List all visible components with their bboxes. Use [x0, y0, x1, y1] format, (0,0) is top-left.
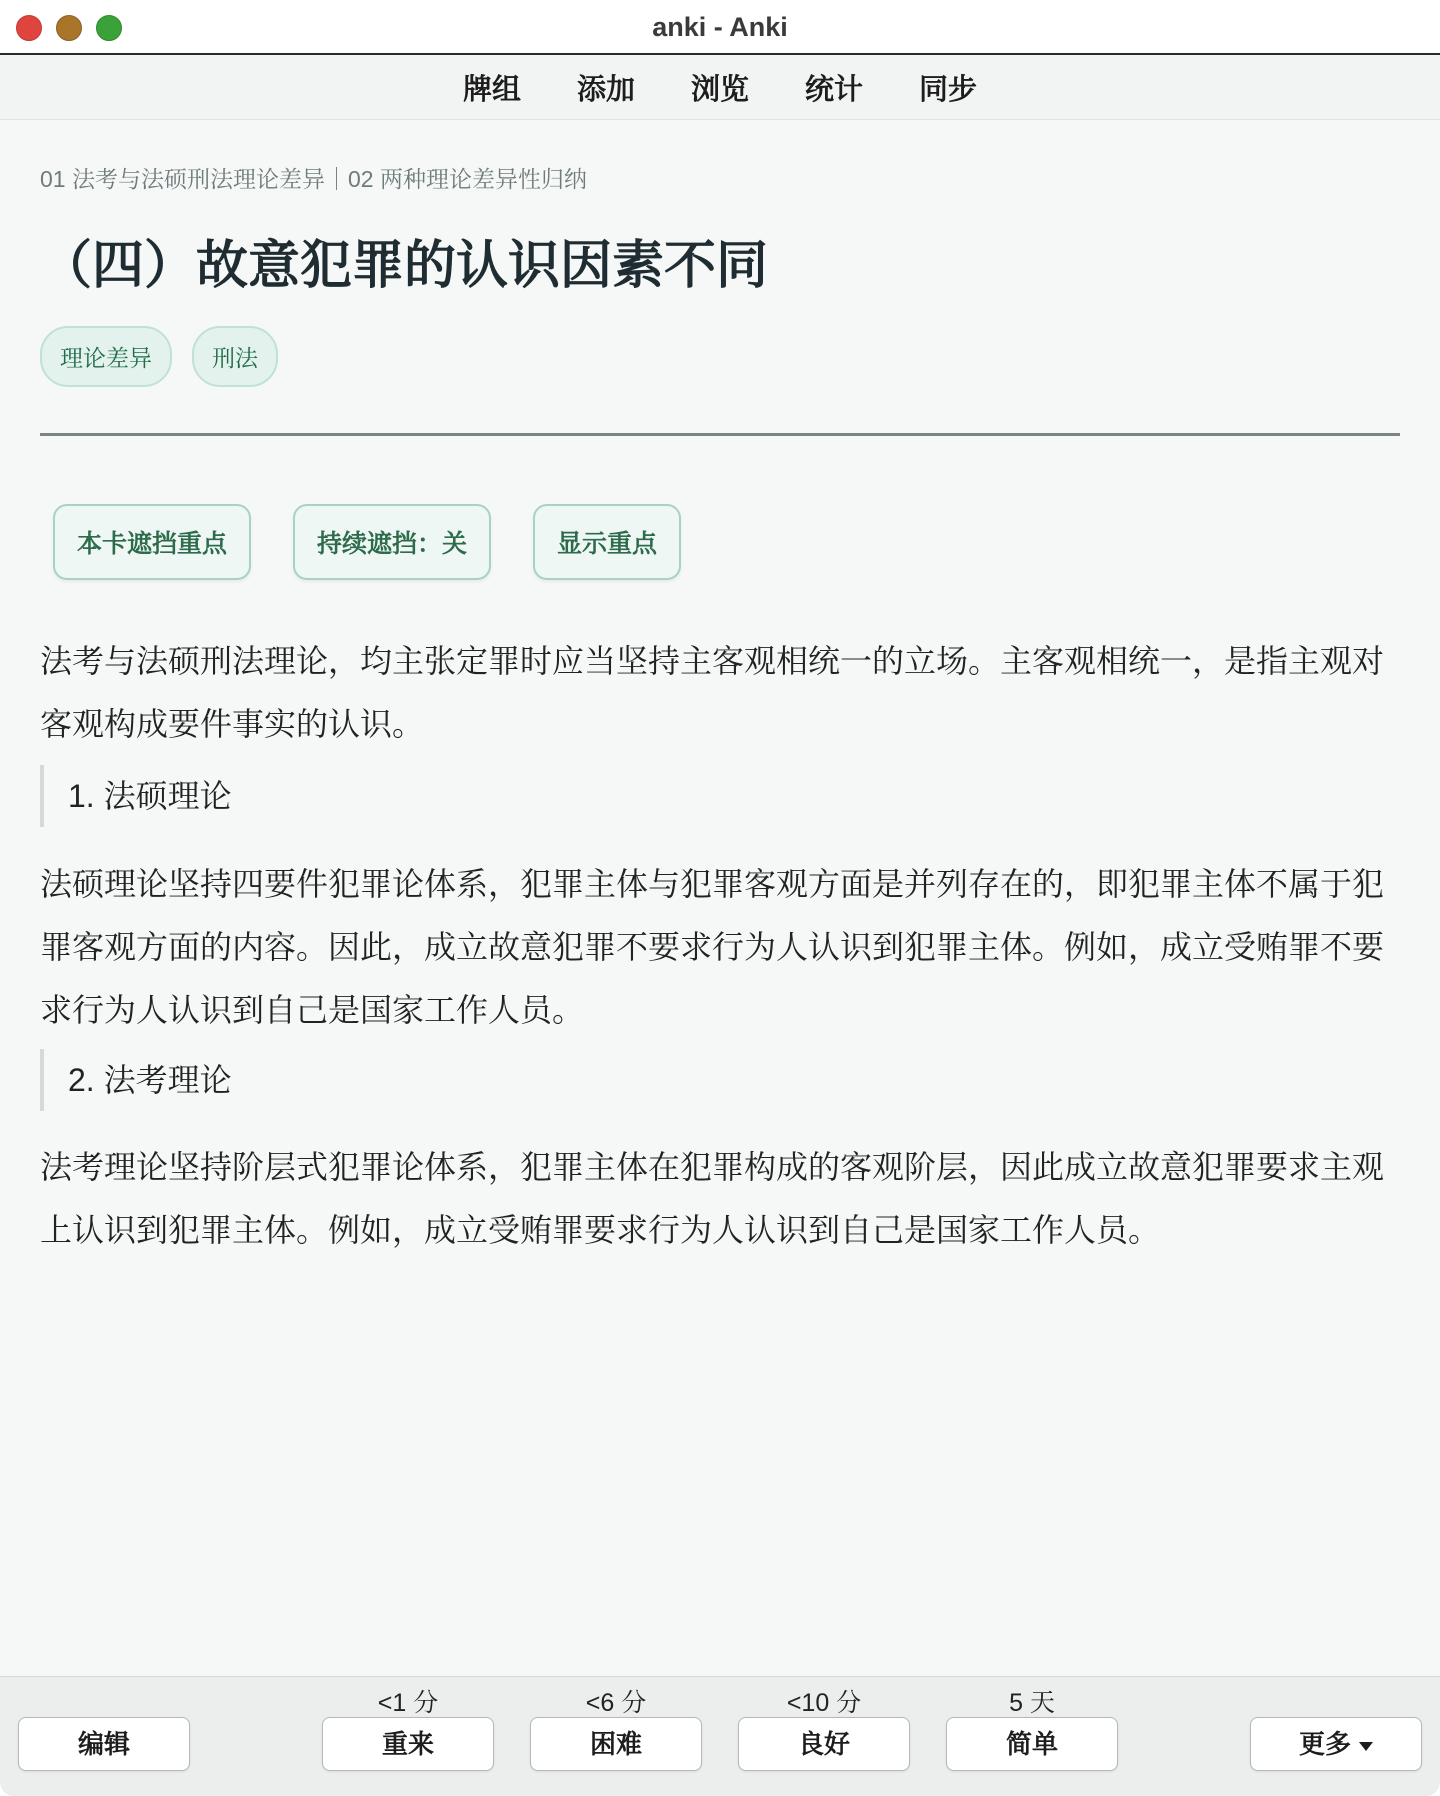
- persistent-hide-toggle[interactable]: 持续遮挡：关: [293, 504, 491, 580]
- again-button[interactable]: 重来: [322, 1717, 494, 1771]
- cloze-actions: [53, 504, 681, 580]
- hard-interval: <6 分: [585, 1689, 647, 1717]
- edit-button[interactable]: 编辑: [18, 1717, 190, 1771]
- easy-interval: 5 天: [1009, 1689, 1055, 1717]
- tag-criminal-law[interactable]: 刑法: [192, 326, 278, 387]
- toolbar-decks[interactable]: 牌组: [462, 73, 521, 106]
- toolbar-browse[interactable]: 浏览: [690, 73, 749, 106]
- divider: [40, 433, 1400, 436]
- tag-list: [40, 326, 278, 387]
- tag-theory-difference[interactable]: 理论差异: [40, 326, 172, 387]
- main-toolbar: [0, 55, 1440, 120]
- again-interval: <1 分: [377, 1689, 439, 1717]
- section-paragraph: 法考理论坚持阶层式犯罪论体系，犯罪主体在犯罪构成的客观阶层，因此成立故意犯罪要求主观上认识到犯罪主体。例如，成立受贿罪要求行为人认识到自己是国家工作人员。: [40, 1149, 1385, 1248]
- hide-key-points-button[interactable]: 本卡遮挡重点: [53, 504, 251, 580]
- good-interval: <10 分: [786, 1689, 862, 1717]
- card-title: （四）故意犯罪的认识因素不同: [40, 237, 769, 295]
- more-label: 更多: [1298, 1729, 1351, 1759]
- answer-bar: [0, 1676, 1440, 1796]
- good-button[interactable]: 良好: [738, 1717, 910, 1771]
- easy-button[interactable]: 简单: [946, 1717, 1118, 1771]
- window-title: anki - Anki: [652, 12, 788, 42]
- toolbar-add[interactable]: 添加: [576, 73, 635, 106]
- section-heading: 1. 法硕理论: [40, 765, 640, 827]
- caret-down-icon: [1359, 1742, 1373, 1751]
- title-bar: [0, 0, 1440, 55]
- section-heading: 2. 法考理论: [40, 1049, 640, 1111]
- more-button[interactable]: [1250, 1717, 1422, 1771]
- toolbar-stats[interactable]: 统计: [805, 73, 864, 106]
- toolbar-sync[interactable]: 同步: [919, 73, 978, 106]
- hard-button[interactable]: 困难: [530, 1717, 702, 1771]
- section-paragraph: 法硕理论坚持四要件犯罪论体系，犯罪主体与犯罪客观方面是并列存在的，即犯罪主体不属于犯罪客观方面的内容。因此，成立故意犯罪不要求行为人认识到犯罪主体。例如，成立受贿罪不要求行为人认识到自己是国家工作人员。: [40, 866, 1385, 1028]
- show-key-points-button[interactable]: 显示重点: [533, 504, 681, 580]
- intro-paragraph: 法考与法硕刑法理论，均主张定罪时应当坚持主客观相统一的立场。主客观相统一，是指主观对客观构成要件事实的认识。: [40, 643, 1385, 742]
- breadcrumb: 01 法考与法硕刑法理论差异｜02 两种理论差异性归纳: [40, 166, 587, 192]
